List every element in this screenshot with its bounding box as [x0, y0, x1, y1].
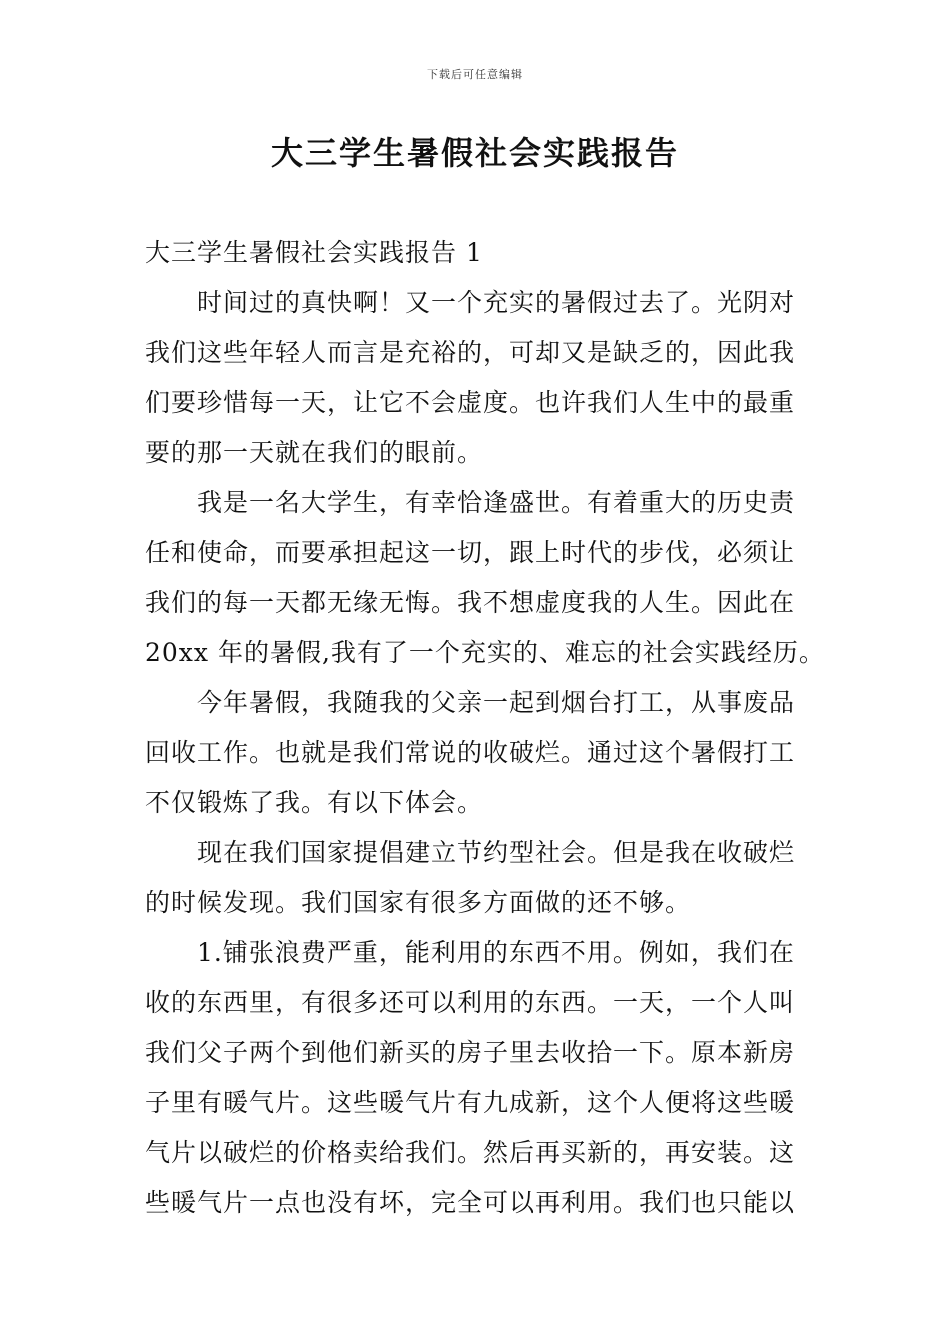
paragraph-line: 我们父子两个到他们新买的房子里去收拾一下。原本新房	[145, 1038, 796, 1067]
paragraph-line: 要的那一天就在我们的眼前。	[145, 438, 484, 467]
paragraph-line: 我们这些年轻人而言是充裕的，可却又是缺乏的，因此我	[145, 338, 796, 367]
paragraph-line: 我们的每一天都无缘无悔。我不想虚度我的人生。因此在	[145, 588, 796, 617]
paragraph-line: 气片以破烂的价格卖给我们。然后再买新的，再安装。这	[145, 1138, 796, 1167]
paragraph-line: 现在我们国家提倡建立节约型社会。但是我在收破烂	[197, 838, 796, 867]
paragraph-line: 不仅锻炼了我。有以下体会。	[145, 788, 484, 817]
paragraph-4	[145, 828, 807, 928]
paragraph-line: 今年暑假，我随我的父亲一起到烟台打工，从事废品	[197, 688, 796, 717]
header-note: 下载后可任意编辑	[427, 68, 523, 81]
paragraph-line: 回收工作。也就是我们常说的收破烂。通过这个暑假打工	[145, 738, 796, 767]
paragraph-line: 们要珍惜每一天，让它不会虚度。也许我们人生中的最重	[145, 388, 796, 417]
paragraph-3	[145, 678, 807, 828]
paragraph-line: 子里有暖气片。这些暖气片有九成新，这个人便将这些暖	[145, 1088, 796, 1117]
document-body	[145, 228, 825, 1228]
paragraph-line: 收的东西里，有很多还可以利用的东西。一天，一个人叫	[145, 988, 796, 1017]
paragraph-line: 任和使命，而要承担起这一切，跟上时代的步伐，必须让	[145, 538, 796, 567]
paragraph-line: 1.铺张浪费严重，能利用的东西不用。例如，我们在	[197, 938, 795, 967]
document-title: 大三学生暑假社会实践报告	[270, 134, 679, 172]
section-heading: 大三学生暑假社会实践报告 1	[145, 238, 483, 267]
paragraph-2	[145, 478, 825, 678]
paragraph-line: 20xx 年的暑假,我有了一个充实的、难忘的社会实践经历。	[145, 638, 825, 667]
paragraph-line: 些暖气片一点也没有坏，完全可以再利用。我们也只能以	[145, 1188, 796, 1217]
paragraph-5	[145, 928, 807, 1228]
paragraph-1	[145, 278, 807, 478]
paragraph-line: 的时候发现。我们国家有很多方面做的还不够。	[145, 888, 692, 917]
paragraph-line: 我是一名大学生，有幸恰逢盛世。有着重大的历史责	[197, 488, 796, 517]
paragraph-line: 时间过的真快啊！又一个充实的暑假过去了。光阴对	[197, 288, 796, 317]
